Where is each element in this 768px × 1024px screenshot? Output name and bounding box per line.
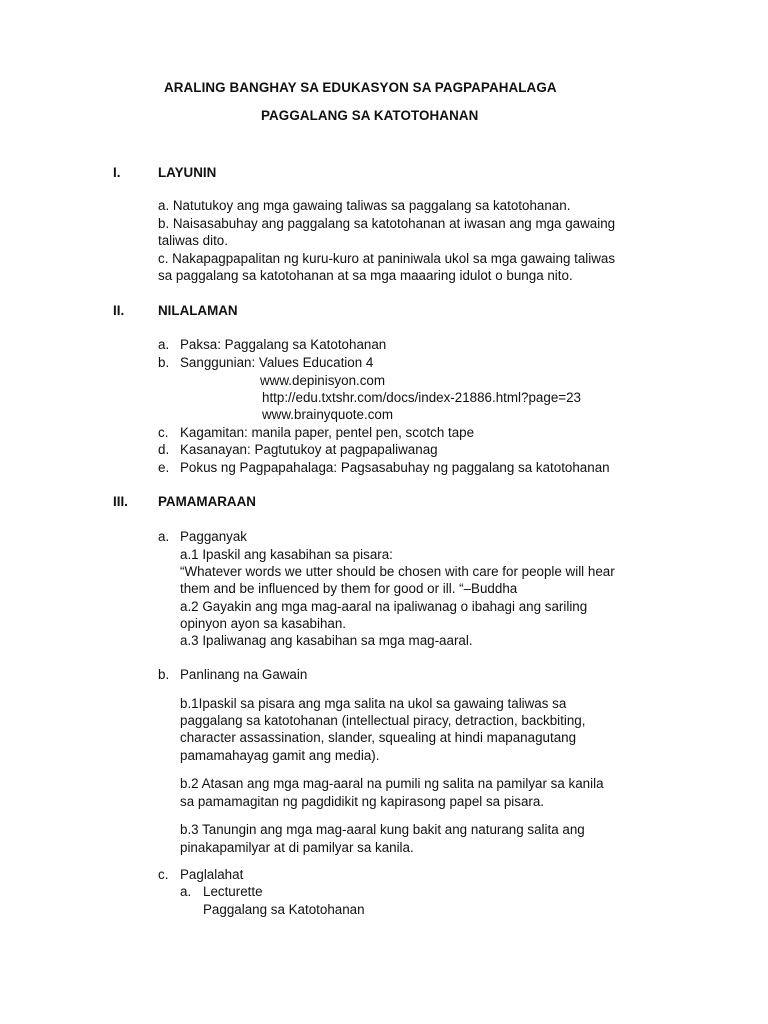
section-3-numeral: III. — [113, 494, 128, 509]
procedure-line: a.1 Ipaskil ang kasabihan sa pisara: — [180, 547, 393, 562]
list-marker: b. — [158, 667, 170, 682]
procedure-line: sa pamamagitan ng pagdidikit ng kapirasong papel sa pisara. — [180, 794, 545, 809]
subsection-label: Paglalahat — [180, 867, 244, 882]
section-2-numeral: II. — [113, 303, 125, 318]
objective-line: taliwas dito. — [158, 233, 228, 248]
quote-line: “Whatever words we utter should be chosen with care for people will hear — [180, 564, 615, 579]
subsection-label: Panlinang na Gawain — [180, 667, 308, 682]
reference-link: http://edu.txtshr.com/docs/index-21886.html?page=23 — [262, 390, 581, 405]
procedure-line: a.2 Gayakin ang mga mag-aaral na ipaliwanag o ibahagi ang sariling — [180, 599, 588, 614]
document-subtitle: PAGGALANG SA KATOTOHANAN — [261, 108, 479, 123]
section-1-numeral: I. — [113, 165, 121, 180]
section-2-heading: NILALAMAN — [158, 303, 238, 318]
procedure-line: a.3 Ipaliwanag ang kasabihan sa mga mag-aaral. — [180, 633, 473, 648]
subsection-label: Pagganyak — [180, 529, 248, 544]
objective-line: a. Natutukoy ang mga gawaing taliwas sa paggalang sa katotohanan. — [158, 198, 571, 213]
procedure-line: pinakapamilyar at di pamilyar sa kanila. — [180, 840, 414, 855]
procedure-line: b.3 Tanungin ang mga mag-aaral kung bakit ang naturang salita ang — [180, 822, 585, 837]
objective-line: sa paggalang sa katotohanan at sa mga maaaring idulot o bunga nito. — [158, 268, 573, 283]
content-item: Paksa: Paggalang sa Katotohanan — [180, 337, 387, 352]
procedure-line: paggalang sa katotohanan (intellectual piracy, detraction, backbiting, — [180, 713, 586, 728]
objective-line: b. Naisasabuhay ang paggalang sa katotohanan at iwasan ang mga gawaing — [158, 216, 616, 231]
list-marker: a. — [180, 884, 192, 899]
list-marker: d. — [158, 442, 170, 457]
procedure-line: b.2 Atasan ang mga mag-aaral na pumili ng salita na pamilyar sa kanila — [180, 776, 604, 791]
section-1-heading: LAYUNIN — [158, 165, 217, 180]
section-3-heading: PAMAMARAAN — [158, 494, 256, 509]
list-marker: e. — [158, 460, 170, 475]
procedure-line: opinyon ayon sa kasabihan. — [180, 616, 347, 631]
list-marker: b. — [158, 355, 170, 370]
list-marker: a. — [158, 337, 170, 352]
procedure-line: character assassination, slander, squealing at hindi mapanagutang — [180, 730, 577, 745]
list-marker: a. — [158, 529, 170, 544]
content-item: Kasanayan: Pagtutukoy at pagpapaliwanag — [180, 442, 438, 457]
document-title: ARALING BANGHAY SA EDUKASYON SA PAGPAPAHALAGA — [164, 80, 557, 95]
content-item: Kagamitan: manila paper, pentel pen, scotch tape — [180, 425, 475, 440]
reference-link: www.depinisyon.com — [260, 373, 386, 388]
list-marker: c. — [158, 425, 169, 440]
objective-line: c. Nakapagpapalitan ng kuru-kuro at paniniwala ukol sa mga gawaing taliwas — [158, 251, 616, 266]
procedure-line: b.1Ipaskil sa pisara ang mga salita na ukol sa gawaing taliwas sa — [180, 696, 567, 711]
procedure-line: Paggalang sa Katotohanan — [203, 902, 365, 917]
content-item: Pokus ng Pagpapahalaga: Pagsasabuhay ng paggalang sa katotohanan — [180, 460, 610, 475]
list-marker: c. — [158, 867, 169, 882]
subsection-label: Lecturette — [203, 884, 263, 899]
procedure-line: pamamahayag gamit ang media). — [180, 748, 380, 763]
quote-line: them and be influenced by them for good or ill. “–Buddha — [180, 581, 518, 596]
content-item: Sanggunian: Values Education 4 — [180, 355, 374, 370]
reference-link: www.brainyquote.com — [262, 407, 393, 422]
